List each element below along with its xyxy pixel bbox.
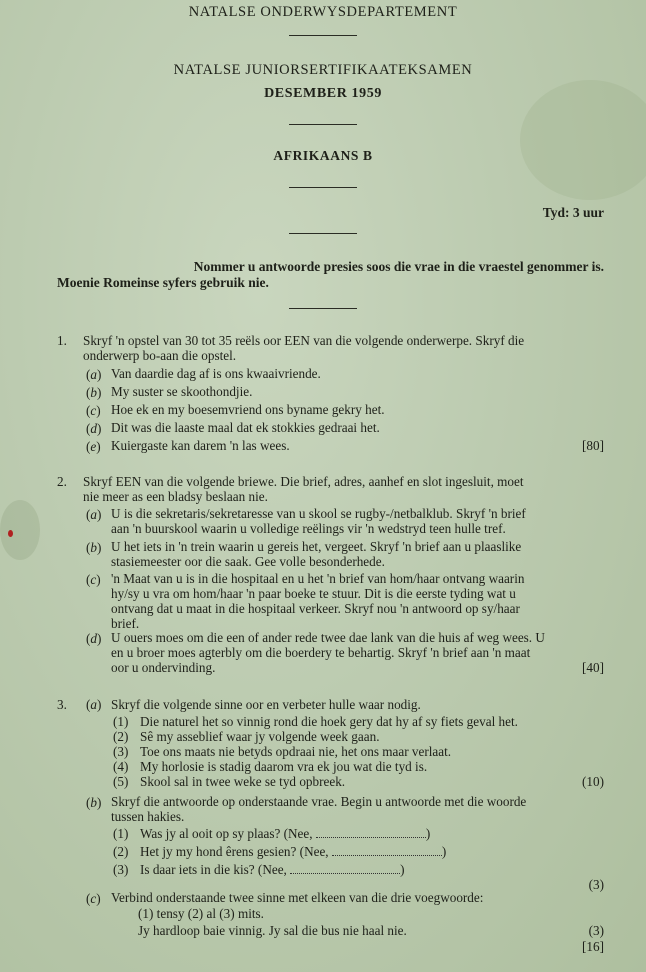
q3-c-marks: (3) <box>588 923 604 938</box>
divider <box>289 187 357 188</box>
q3-a-item: (1) Die naturel het so vinnig rond die hoek gery dat hy af sy fiets geval het. <box>113 714 518 729</box>
q2-item-c-line: brief. <box>111 616 140 631</box>
q3-part-b-intro <box>111 794 526 824</box>
q1-item-b-label: (b) <box>86 385 102 400</box>
q3-part-c-intro: Verbind onderstaande twee sinne met elkeen van die drie voegwoorde: <box>111 890 484 905</box>
answer-blank[interactable] <box>332 845 442 856</box>
ink-dot <box>8 530 13 537</box>
answer-blank[interactable] <box>290 863 400 874</box>
q3-a-marks: (10) <box>582 774 604 789</box>
q3-b-intro-line: Skryf die antwoorde op onderstaande vrae. Begin u antwoorde met die woorde <box>111 794 527 809</box>
question-1-number: 1. <box>57 333 67 348</box>
q2-item-c-label: (c) <box>86 572 101 587</box>
q2-item-c-line: ontvang dat u maat in die hospitaal verkeer. Skryf nou 'n antwoord op sy/haar <box>111 601 520 616</box>
exam-date: DESEMBER 1959 <box>264 86 382 101</box>
divider <box>289 233 357 234</box>
q2-item-d-line: oor u ondervinding. <box>111 660 216 675</box>
q1-item-a-label: (a) <box>86 367 102 382</box>
q1-item-e-label: (e) <box>86 439 101 454</box>
q3-part-c-label: (c) <box>86 891 101 906</box>
q3-b-marks: (3) <box>588 877 604 892</box>
instruction-line-1: Nommer u antwoorde presies soos die vrae in die vraestel genommer is. <box>193 259 604 274</box>
q3-part-a-label: (a) <box>86 697 102 712</box>
q2-item-d-line: en u broer moes agterbly om die boerdery te behartig. Skryf 'n brief aan 'n maat <box>111 645 531 660</box>
q3-a-item: (2) Sê my asseblief waar jy volgende week gaan. <box>113 729 380 744</box>
q1-item-c-label: (c) <box>86 403 101 418</box>
q3-b-item: (2) Het jy my hond êrens gesien? (Nee, ) <box>113 844 447 859</box>
exam-title: NATALSE JUNIORSERTIFIKAATEKSAMEN <box>173 62 473 78</box>
q3-c-conjunctions: (1) tensy (2) al (3) mits. <box>138 906 264 921</box>
q3-a-item: (4) My horlosie is stadig daarom vra ek jou wat die tyd is. <box>113 759 428 774</box>
question-3-number: 3. <box>57 697 67 712</box>
q2-item-b-label: (b) <box>86 540 102 555</box>
q2-item-d-line: U ouers moes om die een of ander rede twee dae lank van die huis af weg wees. U <box>111 630 545 645</box>
q3-b-list <box>113 825 446 879</box>
q3-b-item: (3) Is daar iets in die kis? (Nee, ) <box>113 862 405 877</box>
question-2-line-2: nie meer as een bladsy beslaan nie. <box>83 489 268 504</box>
q3-a-list <box>113 714 518 789</box>
question-2-number: 2. <box>57 474 67 489</box>
q2-item-c <box>111 571 524 631</box>
subject-title: AFRIKAANS B <box>273 148 373 163</box>
question-2-line-1: Skryf EEN van die volgende briewe. Die brief, adres, aanhef en slot ingesluit, moet <box>83 474 524 489</box>
department-title: NATALSE ONDERWYSDEPARTEMENT <box>188 4 458 20</box>
q1-item-b: My suster se skoothondjie. <box>111 384 253 399</box>
question-1-line-1: Skryf 'n opstel van 30 tot 35 reëls oor EEN van die volgende onderwerpe. Skryf die <box>83 333 525 348</box>
q1-item-d-label: (d) <box>86 421 102 436</box>
q2-marks: [40] <box>582 660 604 675</box>
q1-item-e: Kuiergaste kan darem 'n las wees. <box>111 438 290 453</box>
q2-item-c-line: 'n Maat van u is in die hospitaal en u het 'n brief van hom/haar ontvang waarin <box>111 571 525 586</box>
q1-item-d: Dit was die laaste maal dat ek stokkies gedraai het. <box>111 420 380 435</box>
divider <box>289 308 357 309</box>
q2-item-a-line: aan 'n buurskool waarin u volledige reëlings vir 'n wedstryd teen hulle tref. <box>111 521 506 536</box>
divider <box>289 35 357 36</box>
q3-c-sentence: Jy hardloop baie vinnig. Jy sal die bus nie haal nie. <box>138 923 407 938</box>
q2-item-a-label: (a) <box>86 507 102 522</box>
time-allowed: Tyd: 3 uur <box>542 205 604 220</box>
question-1-text <box>83 333 524 363</box>
q2-item-b-line: U het iets in 'n trein waarin u gereis het, vergeet. Skryf 'n brief aan u plaaslike <box>111 539 522 554</box>
q3-part-a-intro: Skryf die volgende sinne oor en verbeter hulle waar nodig. <box>111 697 421 712</box>
q2-item-a-line: U is die sekretaris/sekretaresse van u skool se rugby-/netbalklub. Skryf 'n brief <box>111 506 526 521</box>
q1-marks: [80] <box>582 438 604 453</box>
paper-stain <box>0 500 40 560</box>
answer-blank[interactable] <box>316 827 426 838</box>
q3-b-intro-line: tussen hakies. <box>111 809 185 824</box>
q3-a-item: (5) Skool sal in twee weke se tyd opbreek. <box>113 774 346 789</box>
question-2-text <box>83 474 524 504</box>
instruction-line-2: Moenie Romeinse syfers gebruik nie. <box>57 275 269 290</box>
q2-item-b <box>111 539 521 569</box>
q1-item-c: Hoe ek en my boesemvriend ons byname gekry het. <box>111 402 385 417</box>
q2-item-a <box>111 506 526 536</box>
q1-item-a: Van daardie dag af is ons kwaaivriende. <box>111 366 321 381</box>
q3-part-b-label: (b) <box>86 795 102 810</box>
divider <box>289 124 357 125</box>
q3-a-item: (3) Toe ons maats nie betyds opdraai nie, het ons maar verlaat. <box>113 744 452 759</box>
q3-total-marks: [16] <box>582 939 604 954</box>
q3-b-item: (1) Was jy al ooit op sy plaas? (Nee, ) <box>113 826 431 841</box>
q2-item-d <box>111 630 545 675</box>
q2-item-d-label: (d) <box>86 631 102 646</box>
q2-item-b-line: stasiemeester oor die saak. Gee volle besonderhede. <box>111 554 385 569</box>
question-1-line-2: onderwerp bo-aan die opstel. <box>83 348 237 363</box>
instruction <box>57 259 604 291</box>
q2-item-c-line: hy/sy u vra om hom/haar 'n paar boeke te stuur. Dit is die eerste tyding wat u <box>111 586 516 601</box>
